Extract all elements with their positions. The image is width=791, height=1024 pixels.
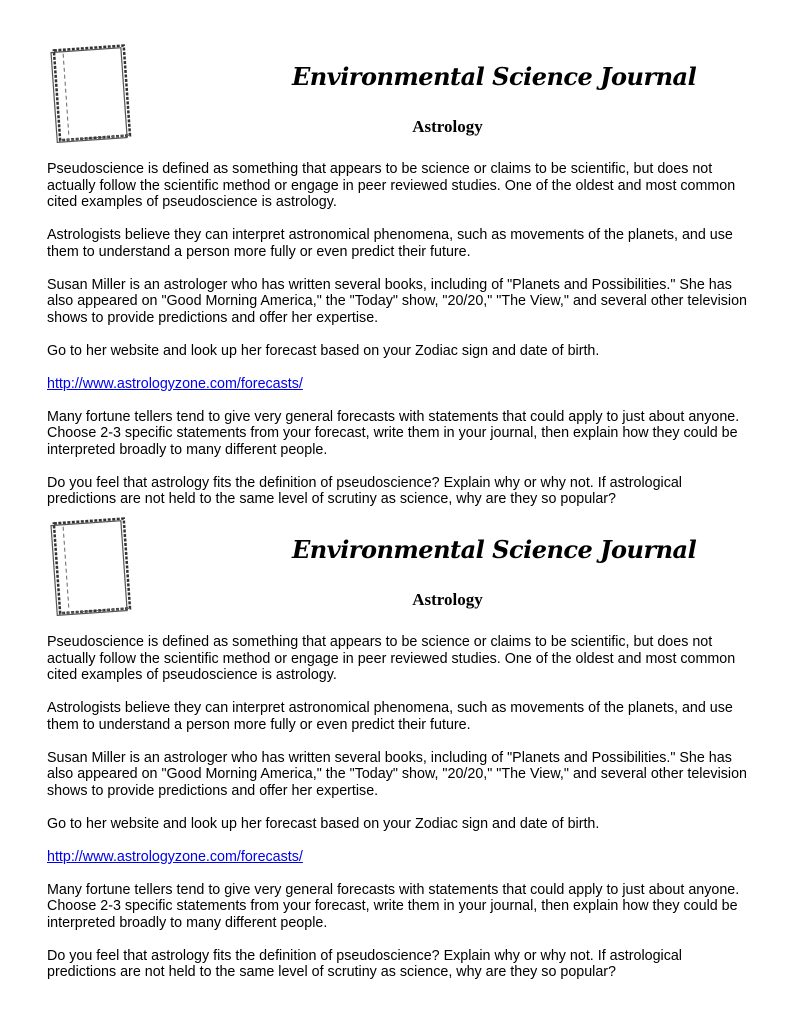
- paragraph-susan-miller: Susan Miller is an astrologer who has written several books, including of "Planets and Possibilities." She has also appeared on "Good Morning America," the "Today" show, "20/20," "The View," and several other television shows to provide predictions and offer her expertise.: [47, 749, 747, 799]
- journal-section-1: [0, 0, 791, 507]
- paragraph-susan-miller: Susan Miller is an astrologer who has written several books, including of "Planets and Possibilities." She has also appeared on "Good Morning America," the "Today" show, "20/20," "The View," and several other television shows to provide predictions and offer her expertise.: [47, 276, 747, 326]
- paragraph-pseudoscience-definition: Pseudoscience is defined as something that appears to be science or claims to be scientific, but does not actually follow the scientific method or engage in peer reviewed studies. One of the oldest and most common cited examples of pseudoscience is astrology.: [47, 634, 736, 683]
- paragraph-fortune-tellers: Many fortune tellers tend to give very general forecasts with statements that could apply to just about anyone. Choose 2-3 specific statements from your forecast, write them in your journal, then explain how they could be interpreted broadly to many different people.: [47, 881, 740, 931]
- journal-body: [47, 634, 747, 997]
- journal-title: Environmental Science Journal: [292, 535, 697, 564]
- forecast-link[interactable]: http://www.astrologyzone.com/forecasts/: [47, 848, 303, 865]
- paragraph-question: Do you feel that astrology fits the definition of pseudoscience? Explain why or why not. If astrological predictions are not held to the same level of scrutiny as science, why are they so popular?: [47, 947, 682, 980]
- paragraph-website-instruction: Go to her website and look up her forecast based on your Zodiac sign and date of birth.: [47, 342, 600, 359]
- journal-subtitle: Astrology: [412, 117, 483, 136]
- journal-body: [47, 161, 747, 524]
- journal-title: Environmental Science Journal: [292, 62, 697, 91]
- journal-section-2: [0, 473, 791, 980]
- journal-subtitle: Astrology: [412, 590, 483, 609]
- paragraph-astrologists: Astrologists believe they can interpret astronomical phenomena, such as movements of the planets, and use them to understand a person more fully or even predict their future.: [47, 700, 733, 733]
- forecast-link[interactable]: http://www.astrologyzone.com/forecasts/: [47, 375, 303, 392]
- paragraph-astrologists: Astrologists believe they can interpret astronomical phenomena, such as movements of the planets, and use them to understand a person more fully or even predict their future.: [47, 227, 733, 260]
- paragraph-fortune-tellers: Many fortune tellers tend to give very general forecasts with statements that could apply to just about anyone. Choose 2-3 specific statements from your forecast, write them in your journal, then explain how they could be interpreted broadly to many different people.: [47, 408, 740, 458]
- paragraph-website-instruction: Go to her website and look up her forecast based on your Zodiac sign and date of birth.: [47, 815, 600, 832]
- paragraph-question: Do you feel that astrology fits the definition of pseudoscience? Explain why or why not. If astrological predictions are not held to the same level of scrutiny as science, why are they so popular?: [47, 474, 682, 507]
- link-paragraph: [47, 376, 747, 393]
- paragraph-pseudoscience-definition: Pseudoscience is defined as something that appears to be science or claims to be scientific, but does not actually follow the scientific method or engage in peer reviewed studies. One of the oldest and most common cited examples of pseudoscience is astrology.: [47, 161, 736, 210]
- link-paragraph: [47, 849, 747, 866]
